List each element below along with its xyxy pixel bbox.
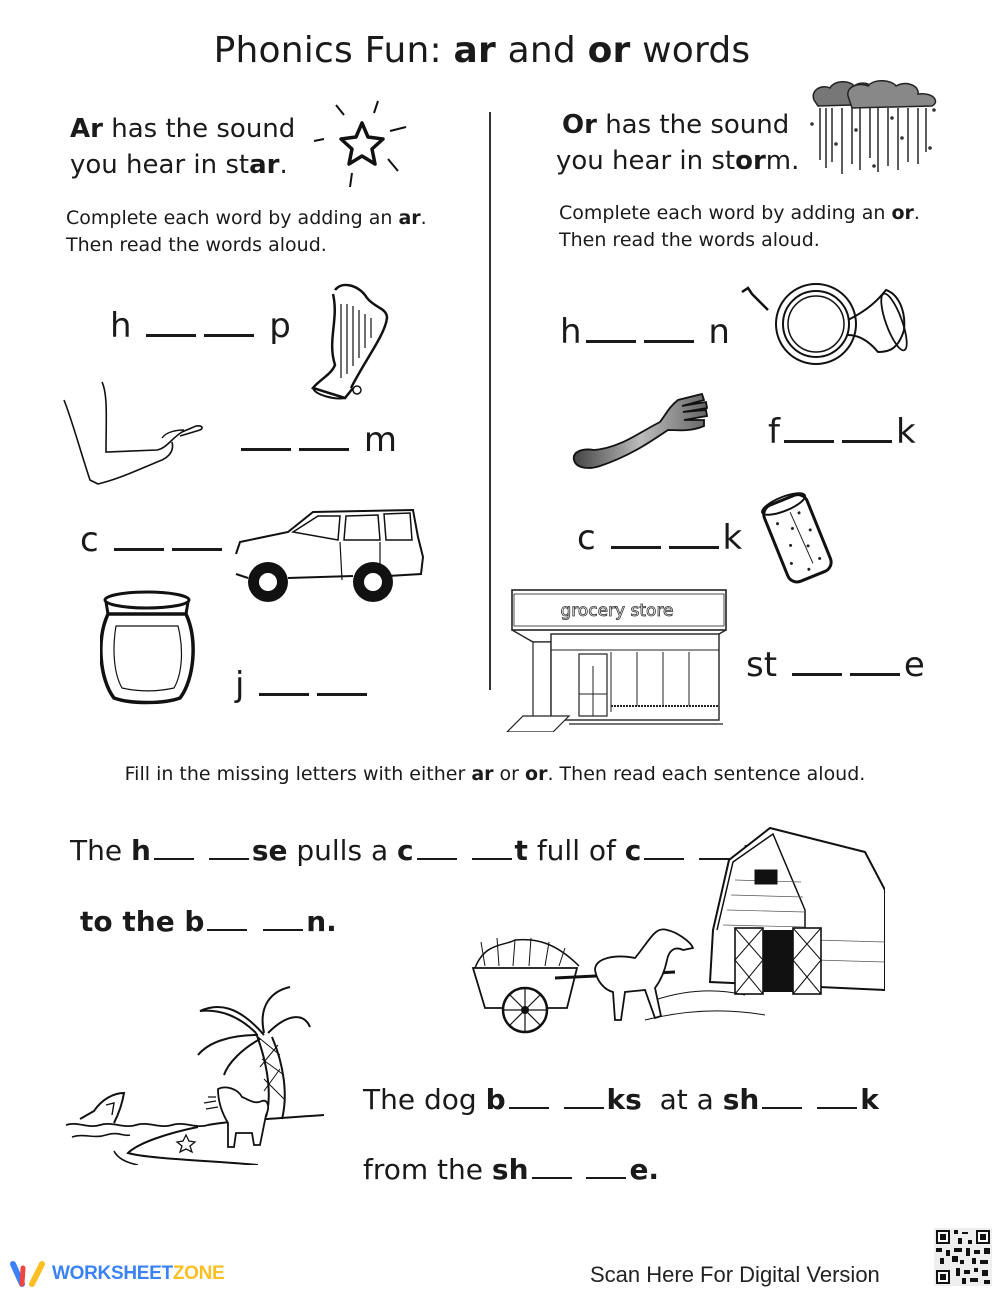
word-fork: f k bbox=[768, 412, 916, 452]
fork-icon bbox=[570, 392, 710, 477]
word-arm: m bbox=[237, 420, 397, 460]
car-icon bbox=[228, 502, 428, 607]
blank-input[interactable] bbox=[417, 857, 457, 860]
blank-input[interactable] bbox=[669, 545, 719, 549]
or-intro: Or has the sound you hear in storm. bbox=[556, 110, 800, 176]
column-divider bbox=[489, 112, 491, 690]
sentence-horse-line2: to the b n. bbox=[80, 905, 337, 938]
blank-input[interactable] bbox=[207, 928, 247, 931]
store-icon bbox=[505, 586, 727, 732]
sentence-dog: The dog b ks at a sh k bbox=[363, 1083, 879, 1116]
blank-input[interactable] bbox=[263, 928, 303, 931]
star-icon bbox=[310, 95, 415, 190]
word-horn: h n bbox=[560, 312, 730, 352]
blank-input[interactable] bbox=[509, 1106, 549, 1109]
ar-intro: Ar has the sound you hear in star. bbox=[70, 114, 296, 180]
blank-input[interactable] bbox=[146, 333, 196, 337]
blank-input[interactable] bbox=[114, 547, 164, 551]
blank-input[interactable] bbox=[842, 439, 892, 443]
blank-input[interactable] bbox=[586, 339, 636, 343]
ar-instruction: Complete each word by adding an ar. Then read the words aloud. bbox=[66, 207, 427, 256]
blank-input[interactable] bbox=[817, 1106, 857, 1109]
blank-input[interactable] bbox=[792, 672, 842, 676]
blank-input[interactable] bbox=[204, 333, 254, 337]
storm-cloud-icon bbox=[808, 78, 940, 180]
arm-icon bbox=[62, 380, 212, 490]
sentences-instruction: Fill in the missing letters with either ar or or. Then read each sentence aloud. bbox=[124, 763, 866, 785]
word-harp: h p bbox=[110, 306, 291, 346]
blank-input[interactable] bbox=[586, 1176, 626, 1179]
svg-text:grocery store: grocery store bbox=[560, 601, 674, 621]
sentence-dog-line2: from the sh e. bbox=[363, 1153, 660, 1186]
blank-input[interactable] bbox=[784, 439, 834, 443]
blank-input[interactable] bbox=[644, 339, 694, 343]
horn-icon bbox=[738, 280, 908, 370]
page-title: Phonics Fun: ar and or words bbox=[213, 30, 751, 71]
horse-cart-barn-icon bbox=[455, 820, 885, 1035]
blank-input[interactable] bbox=[532, 1176, 572, 1179]
blank-input[interactable] bbox=[611, 545, 661, 549]
jar-icon bbox=[100, 590, 195, 705]
worksheet-zone-logo[interactable]: WORKSHEETZONE bbox=[10, 1260, 224, 1288]
word-cork: c k bbox=[577, 518, 743, 558]
blank-input[interactable] bbox=[762, 1106, 802, 1109]
word-jar: j bbox=[235, 665, 371, 705]
qr-code-icon[interactable] bbox=[934, 1228, 992, 1286]
blank-input[interactable] bbox=[850, 672, 900, 676]
blank-input[interactable] bbox=[564, 1106, 604, 1109]
logo-mark-icon bbox=[10, 1260, 46, 1288]
sentence-horse: The h se pulls a c t full of c bbox=[70, 834, 762, 867]
blank-input[interactable] bbox=[172, 547, 222, 551]
dog-shark-beach-icon bbox=[58, 975, 338, 1165]
blank-input[interactable] bbox=[154, 857, 194, 860]
cork-icon bbox=[752, 487, 844, 587]
word-store: st e bbox=[746, 645, 925, 685]
blank-input[interactable] bbox=[317, 692, 367, 696]
blank-input[interactable] bbox=[259, 692, 309, 696]
blank-input[interactable] bbox=[241, 447, 291, 451]
or-instruction: Complete each word by adding an or. Then read the words aloud. bbox=[559, 202, 920, 251]
blank-input[interactable] bbox=[299, 447, 349, 451]
blank-input[interactable] bbox=[209, 857, 249, 860]
scan-text: Scan Here For Digital Version bbox=[590, 1262, 880, 1287]
harp-icon bbox=[305, 280, 395, 405]
word-car: c bbox=[80, 520, 226, 560]
